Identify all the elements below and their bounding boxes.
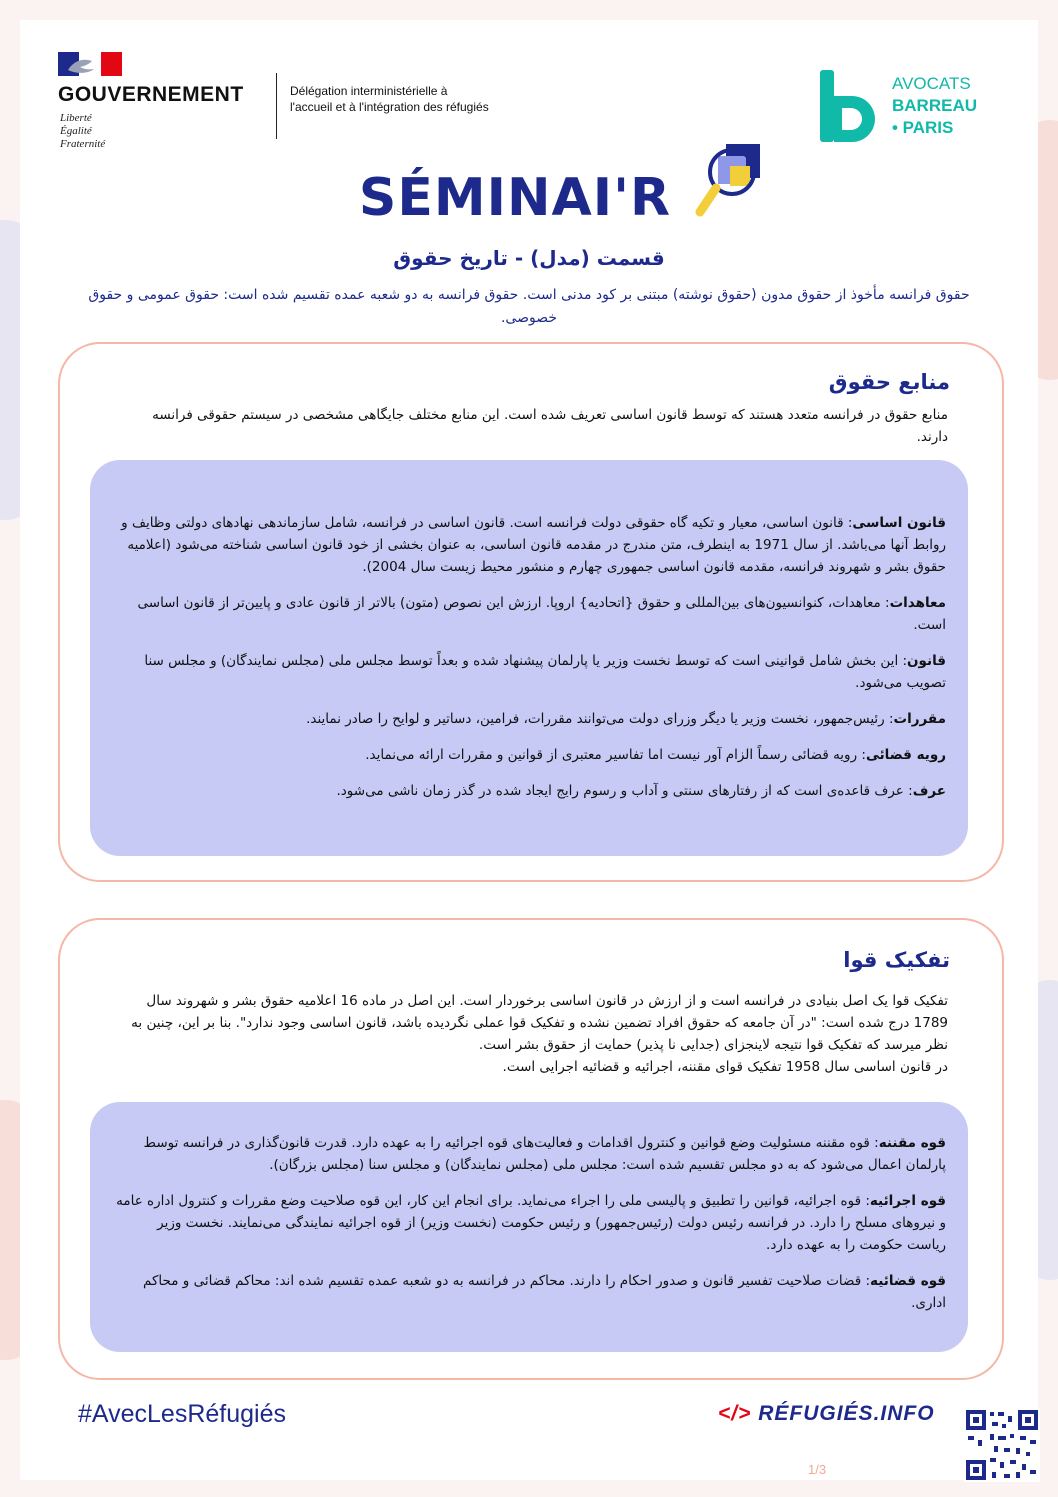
powers-box [90,1102,968,1352]
source-body: : این بخش شامل قوانینی است که توسط نخست وزیر یا پارلمان پیشنهاد شده و بعداً توسط مجلس ملی (مجلس نمایندگان) و مجلس سنا تصویب می‌شود. [144,653,946,691]
power-item [114,1132,946,1176]
source-item [114,708,946,730]
source-term: قانون اساسی [852,515,946,531]
source-term: معاهدات [889,595,946,611]
power-body: : قوه اجرائیه، قوانین را تطبیق و پالیسی ملی را اجراء می‌نماید. برای انجام این کار، این قوه صلاحیت وضع مقررات و کنترول اداره عامه و نیروهای مسلح را دارد. در فرانسه رئیس دولت (رئیس‌جمهور) و رئیس حکومت (نخست وزیر) از قوه اجرائیه نمایندگی می‌نمایند. نخست وزیر ریاست حکومت را به عهده دارد. [116,1193,946,1253]
section-paragraph: تفکیک قوا یک اصل بنیادی در فرانسه است و از ارزش در قانون اساسی برخوردار است. این اصل در ماده 16 اعلامیه حقوق بشر و شهروند سال 1789 درج شده است: "در آن جامعه که حقوق افراد تضمین نشده و تفکیک قوا عملی نگردیده باشد، قانون اساسی وجود ندارد". بنا بر این، چنین به نظر میرسد که تفکیک قوا نتیجه لاینجزای (جدایی نا پذیر) حمایت از حقوق بشر است. [131,993,948,1053]
source-body: : رئیس‌جمهور، نخست وزیر یا دیگر وزرای دولت می‌توانند مقررات، فرامین، دساتیر و لوایح را صادر نمایند. [306,711,894,727]
source-item [114,744,946,766]
section-sources-card [58,342,1004,882]
page-subtitle: قسمت (مدل) - تاریخ حقوق [393,246,665,270]
government-name: GOUVERNEMENT [58,83,244,106]
section-title: منابع حقوق [828,370,950,394]
sources-list [114,512,946,816]
source-body: : عرف قاعده‌ی است که از رفتارهای سنتی و آداب و رسوم رایج ایجاد شده در گذر زمان ناشی می‌شود. [336,783,913,799]
section-title: تفکیک قوا [843,948,950,972]
sources-box [90,460,968,856]
power-term: قوه قضائیه [870,1273,946,1289]
government-motto: Liberté Égalité Fraternité [60,112,106,150]
power-body: : قوه مقننه مسئولیت وضع قوانین و کنترول اقدامات و فعالیت‌های قوه اجرائیه را به عهده دارد. قدرت قانون‌گذاری در فرانسه توسط پارلمان اعمال می‌شود که به دو مجلس تقسیم شده است: مجلس ملی (مجلس نمایندگان) و مجلس سنا (مجلس بزرگان). [143,1135,946,1173]
section-intro: منابع حقوق در فرانسه متعدد هستند که توسط قانون اساسی تعریف شده است. این منابع مختلف جایگاهی مشخصی در سیستم حقوقی فرانسه دارند. [152,407,948,445]
delegation-name: Délégation interministérielle à l'accueil et à l'intégration des réfugiés [290,84,489,114]
source-item [114,780,946,802]
source-item [114,650,946,694]
magnifier-icon [694,140,780,230]
source-term: قانون [907,653,946,669]
page-number: 1/3 [808,1462,827,1477]
refugies-info-name: RÉFUGIÉS.INFO [758,1402,935,1425]
intro-text: حقوق فرانسه مأخوذ از حقوق مدون (حقوق نوشته) مبتنی بر کود مدنی است. حقوق فرانسه به دو شعبه عمده تقسیم شده است: حقوق عمومی و حقوق خصوصی. [88,287,970,326]
source-item [114,512,946,578]
source-term: مقررات [893,711,946,727]
source-term: عرف [912,783,946,799]
bracket-right: > [738,1402,752,1425]
power-item [114,1270,946,1314]
source-body: : رویه قضائی رسماً الزام آور نیست اما تفاسیر معتبری از قوانین و مقررات ارائه می‌نماید. [365,747,866,763]
bracket-left: </ [718,1402,739,1425]
refugies-info-logo [718,1402,935,1426]
barreau-name [892,73,977,139]
qr-code-icon[interactable] [964,1408,1040,1482]
title-text: SÉMINAI'R [358,168,672,228]
section-separation-card [58,918,1004,1380]
barreau-logo-icon [818,68,876,144]
hashtag: #AvecLesRéfugiés [78,1400,287,1428]
source-term: رویه قضائی [865,747,946,763]
section-intro [124,990,948,1078]
source-item [114,592,946,636]
barreau-line-2: BARREAU [892,96,977,115]
section-paragraph: در قانون اساسی سال 1958 تفکیک قوای مقننه، اجرائیه و قضائیه اجرایی است. [502,1059,948,1075]
power-term: قوه مقننه [878,1135,946,1151]
source-body: : قانون اساسی، معیار و تکیه گاه حقوقی دولت فرانسه است. قانون اساسی در فرانسه، شامل سازماندهی نهادهای دولتی وظایف و روابط آنها می‌باشد. از سال 1971 به اینطرف، متن مندرج در مقدمه قانون اساسی، به عنوان بخشی از خود قانون اساسی شناخته می‌شود (اعلامیه حقوق بشر و شهروند فرانسه، مقدمه قانون اساسی جمهوری چهارم و منشور محیط زیست سال 2004). [121,515,946,575]
power-body: : قضات صلاحیت تفسیر قانون و صدور احکام را دارند. محاکم در فرانسه به دو شعبه عمده تقسیم شده اند: محاکم قضائی و محاکم اداری. [143,1273,946,1311]
power-term: قوه اجرائیه [869,1193,946,1209]
powers-list [114,1132,946,1328]
header-divider [276,73,277,139]
page-title [0,168,1058,228]
barreau-line-3: • PARIS [892,118,954,137]
power-item [114,1190,946,1256]
marianne-flag-icon [58,52,122,76]
source-body: : معاهدات، کنوانسیون‌های بین‌المللی و حقوق {اتحادیه} اروپا. ارزش این نصوص (متون) بالاتر از قانون عادی و پایین‌تر از قانون اساسی است. [137,595,946,633]
barreau-line-1: AVOCATS [892,74,971,93]
